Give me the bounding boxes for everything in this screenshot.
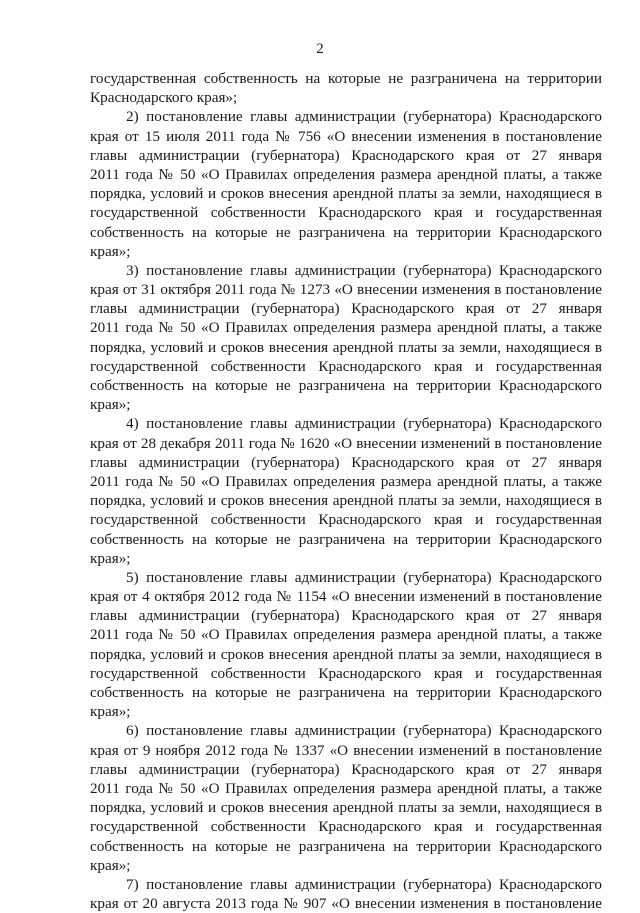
document-body xyxy=(90,69,602,913)
text-line: края»; xyxy=(90,242,131,260)
text-line: порядка, условий и сроков внесения арендной платы за земли, находящиеся в xyxy=(90,645,602,663)
text-line: государственной собственности Краснодарского края и государственная xyxy=(90,664,602,682)
text-line: собственность на которые не разграничена на территории Краснодарского xyxy=(90,223,602,241)
text-line: Краснодарского края»; xyxy=(90,89,238,107)
text-line: края от 31 октября 2011 года № 1273 «О внесении изменения в постановление xyxy=(90,281,602,299)
text-line: 5) постановление главы администрации (губернатора) Краснодарского xyxy=(126,568,602,586)
text-line: края от 9 ноября 2012 года № 1337 «О внесении изменений в постановление xyxy=(90,741,602,759)
text-line: государственной собственности Краснодарского края и государственная xyxy=(90,511,602,529)
text-line: государственной собственности Краснодарского края и государственная xyxy=(90,357,602,375)
text-line: 2011 года № 50 «О Правилах определения размера арендной платы, а также xyxy=(90,319,602,337)
text-line: края»; xyxy=(90,703,131,721)
text-line: 2011 года № 50 «О Правилах определения размера арендной платы, а также xyxy=(90,472,602,490)
text-line: главы администрации (губернатора) Краснодарского края от 27 января xyxy=(90,760,602,778)
text-line: главы администрации (губернатора) Краснодарского края от 27 января xyxy=(90,146,602,164)
text-line: края от 20 августа 2013 года № 907 «О внесении изменения в постановление xyxy=(90,895,602,913)
text-line: края от 28 декабря 2011 года № 1620 «О внесении изменений в постановление xyxy=(90,434,602,452)
text-line: 2011 года № 50 «О Правилах определения размера арендной платы, а также xyxy=(90,626,602,644)
text-line: порядка, условий и сроков внесения арендной платы за земли, находящиеся в xyxy=(90,799,602,817)
text-line: 2) постановление главы администрации (губернатора) Краснодарского xyxy=(126,108,602,126)
text-line: края от 4 октября 2012 года № 1154 «О внесении изменений в постановление xyxy=(90,588,602,606)
text-line: края»; xyxy=(90,856,131,874)
text-line: собственность на которые не разграничена на территории Краснодарского xyxy=(90,684,602,701)
text-line: собственность на которые не разграничена на территории Краснодарского xyxy=(90,837,602,855)
text-line: государственной собственности Краснодарского края и государственная xyxy=(90,204,602,222)
text-line: 3) постановление главы администрации (губернатора) Краснодарского xyxy=(126,261,602,279)
text-line: 2011 года № 50 «О Правилах определения размера арендной платы, а также xyxy=(90,779,602,797)
text-line: собственность на которые не разграничена на территории Краснодарского xyxy=(90,530,602,548)
text-line: порядка, условий и сроков внесения арендной платы за земли, находящиеся в xyxy=(90,338,602,356)
text-line: главы администрации (губернатора) Краснодарского края от 27 января xyxy=(90,453,602,471)
text-line: порядка, условий и сроков внесения арендной платы за земли, находящиеся в xyxy=(90,492,602,510)
text-line: края от 15 июля 2011 года № 756 «О внесении изменения в постановление xyxy=(90,127,602,145)
text-line: главы администрации (губернатора) Краснодарского края от 27 января xyxy=(90,300,602,318)
text-line: государственной собственности Краснодарского края и государственная xyxy=(90,818,602,836)
page-number: 2 xyxy=(316,41,324,57)
text-line: 2011 года № 50 «О Правилах определения размера арендной платы, а также xyxy=(90,165,602,183)
text-line: главы администрации (губернатора) Краснодарского края от 27 января xyxy=(90,607,602,625)
text-line: края»; xyxy=(90,396,131,414)
text-line: 4) постановление главы администрации (губернатора) Краснодарского xyxy=(126,415,602,433)
text-line: 7) постановление главы администрации (губернатора) Краснодарского xyxy=(126,875,602,893)
text-line: государственная собственность на которые не разграничена на территории xyxy=(90,70,602,87)
text-line: края»; xyxy=(90,549,131,567)
text-line: порядка, условий и сроков внесения арендной платы за земли, находящиеся в xyxy=(90,185,602,203)
text-line: собственность на которые не разграничена на территории Краснодарского xyxy=(90,377,602,394)
text-line: 6) постановление главы администрации (губернатора) Краснодарского xyxy=(126,722,602,740)
